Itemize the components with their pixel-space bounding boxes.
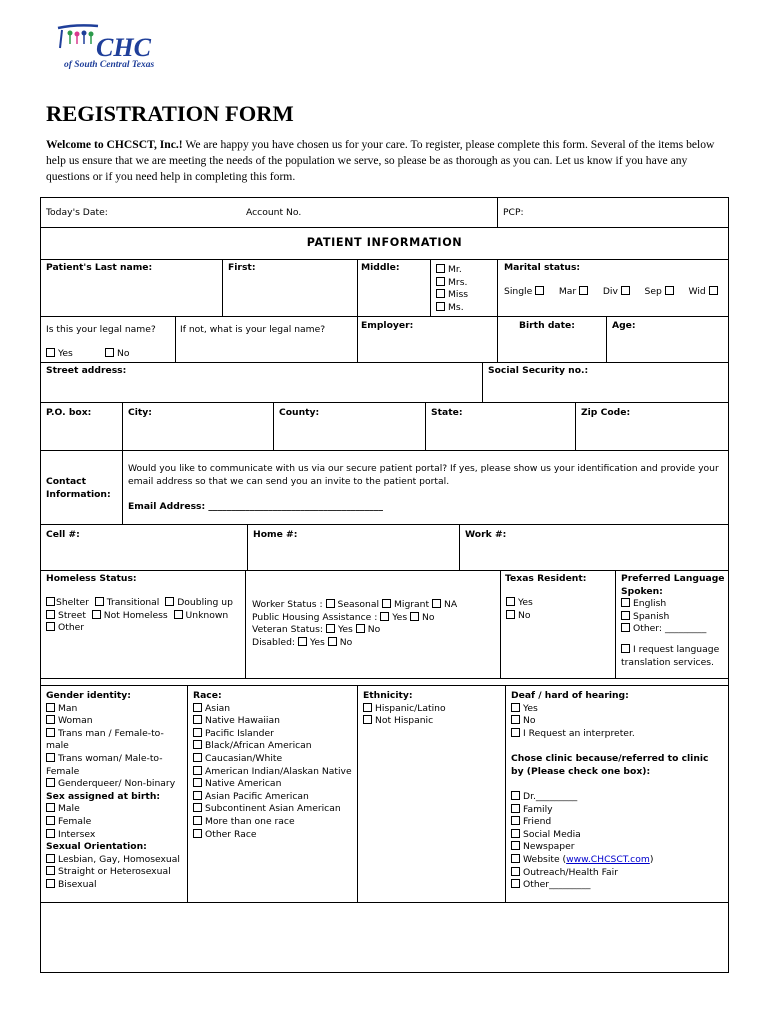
- title-options: [436, 264, 468, 314]
- marital-sep[interactable]: Sep: [645, 286, 674, 297]
- clinic-other[interactable]: Other_________: [511, 879, 653, 892]
- checkbox-icon[interactable]: [193, 803, 202, 812]
- orientation-straight[interactable]: Straight or Heterosexual: [46, 866, 184, 879]
- checkbox-icon[interactable]: [511, 816, 520, 825]
- clinic-choice-label: Chose clinic because/referred to clinic by (Please check one box):: [511, 753, 709, 777]
- county-field[interactable]: County:: [279, 407, 320, 418]
- checkbox-icon[interactable]: [92, 610, 101, 619]
- checkbox-icon[interactable]: [46, 348, 55, 357]
- ethnicity-not-hispanic[interactable]: Not Hispanic: [363, 715, 446, 728]
- homeless-street[interactable]: Street: [46, 610, 86, 621]
- title-ms[interactable]: Ms.: [436, 302, 468, 315]
- race-black[interactable]: Black/African American: [193, 740, 352, 753]
- texas-resident-options: [506, 597, 533, 622]
- legal-name-options: [46, 348, 129, 361]
- checkbox-icon[interactable]: [193, 816, 202, 825]
- checkbox-icon[interactable]: [193, 715, 202, 724]
- checkbox-icon[interactable]: [46, 610, 55, 619]
- texas-resident-label: Texas Resident:: [505, 573, 587, 584]
- marital-single[interactable]: Single: [504, 286, 544, 297]
- preferred-language-label: Preferred Language Spoken:: [621, 573, 725, 597]
- checkbox-icon[interactable]: [511, 728, 520, 737]
- checkbox-icon[interactable]: [356, 624, 365, 633]
- checkbox-icon[interactable]: [621, 598, 630, 607]
- street-address-field[interactable]: Street address:: [46, 365, 127, 376]
- checkbox-icon[interactable]: [511, 854, 520, 863]
- deaf-yes[interactable]: Yes: [511, 703, 635, 716]
- worker-status-block: Worker Status : Seasonal Migrant NA Public Housing Assistance : Yes No Veteran Status: Yes No Disabled: Yes No: [252, 599, 458, 648]
- checkbox-icon[interactable]: [174, 610, 183, 619]
- checkbox-icon[interactable]: [436, 289, 445, 298]
- checkbox-icon[interactable]: [506, 597, 515, 606]
- checkbox-icon[interactable]: [665, 286, 674, 295]
- checkbox-icon[interactable]: [511, 791, 520, 800]
- first-name-field[interactable]: First:: [228, 262, 256, 273]
- marital-status-label: Marital status:: [504, 262, 581, 273]
- checkbox-icon[interactable]: [363, 715, 372, 724]
- race-multiple[interactable]: More than one race: [193, 816, 352, 829]
- sex-male[interactable]: Male: [46, 803, 184, 816]
- work-phone-field[interactable]: Work #:: [465, 529, 507, 540]
- section-title: PATIENT INFORMATION: [306, 236, 463, 249]
- checkbox-icon[interactable]: [46, 728, 55, 737]
- homeless-status-label: Homeless Status:: [46, 573, 137, 584]
- checkbox-icon[interactable]: [46, 866, 55, 875]
- portal-question: Would you like to communicate with us via our secure patient portal? If yes, please show us your identification and provide your email address so that we can send you an invite to the patient portal.: [128, 463, 719, 487]
- po-box-field[interactable]: P.O. box:: [46, 407, 92, 418]
- race-pacific-islander[interactable]: Pacific Islander: [193, 728, 352, 741]
- gender-trans-man[interactable]: Trans man / Female-to-male: [46, 727, 164, 752]
- logo: [56, 22, 186, 74]
- homeless-options: [46, 597, 233, 635]
- checkbox-icon[interactable]: [535, 286, 544, 295]
- checkbox-icon[interactable]: [511, 867, 520, 876]
- checkbox-icon[interactable]: [326, 599, 335, 608]
- homeless-transitional[interactable]: Transitional: [95, 597, 160, 608]
- checkbox-icon[interactable]: [193, 791, 202, 800]
- title-mr[interactable]: Mr.: [436, 264, 468, 277]
- checkbox-icon[interactable]: [46, 715, 55, 724]
- race-native-hawaiian[interactable]: Native Hawaiian: [193, 715, 352, 728]
- checkbox-icon[interactable]: [709, 286, 718, 295]
- checkbox-icon[interactable]: [46, 753, 55, 762]
- language-options: [621, 598, 706, 636]
- title-mrs[interactable]: Mrs.: [436, 277, 468, 290]
- race-native-american[interactable]: Native American: [193, 778, 352, 791]
- orientation-bisexual[interactable]: Bisexual: [46, 879, 184, 892]
- veteran-yes[interactable]: Yes: [326, 624, 353, 635]
- deaf-block: Deaf / hard of hearing: Yes No I Request an interpreter.: [511, 690, 635, 739]
- gender-block: Gender identity: Man Woman Trans man / Female-to-male Trans woman/ Male-to-Female Genderqueer/ Non-binary Sex assigned at birth: Male Female Intersex Sexual Orientation: Lesbian, Gay, Homosexual Straight or Heterosexual Bisexual: [46, 690, 184, 892]
- intro-paragraph: [46, 137, 726, 185]
- clinic-dr[interactable]: Dr._________: [511, 791, 653, 804]
- other-legal-name-field[interactable]: If not, what is your legal name?: [180, 324, 326, 335]
- checkbox-icon[interactable]: [95, 597, 104, 606]
- checkbox-icon[interactable]: [511, 841, 520, 850]
- race-asian[interactable]: Asian: [193, 703, 352, 716]
- homeless-doubling-up[interactable]: Doubling up: [165, 597, 233, 608]
- account-no-field[interactable]: Account No.: [246, 207, 302, 218]
- checkbox-icon[interactable]: [511, 715, 520, 724]
- checkbox-icon[interactable]: [46, 597, 55, 606]
- marital-div[interactable]: Div: [603, 286, 630, 297]
- deaf-interpreter[interactable]: I Request an interpreter.: [511, 728, 635, 741]
- checkbox-icon[interactable]: [193, 766, 202, 775]
- language-other[interactable]: Other: _________: [621, 623, 706, 636]
- todays-date-field[interactable]: Today's Date:: [46, 207, 108, 218]
- intro-body: We are happy you have chosen us for your care. To register, please complete this form. Several of the items below help us ensure that we are meeting the needs of the population we serve, so please be as thorough as you can. Let us know if you have any questions or if you need help in completing this form.: [46, 138, 715, 183]
- deaf-no[interactable]: No: [511, 715, 635, 728]
- logo-brand: CHC: [96, 33, 151, 62]
- sex-intersex[interactable]: Intersex: [46, 829, 184, 842]
- checkbox-icon[interactable]: [621, 644, 630, 653]
- checkbox-icon[interactable]: [511, 829, 520, 838]
- employer-field[interactable]: Employer:: [361, 320, 414, 331]
- birth-date-field[interactable]: Birth date:: [519, 320, 575, 331]
- checkbox-icon[interactable]: [621, 623, 630, 632]
- checkbox-icon[interactable]: [46, 778, 55, 787]
- checkbox-icon[interactable]: [193, 753, 202, 762]
- checkbox-icon[interactable]: [511, 879, 520, 888]
- worker-na[interactable]: NA: [432, 599, 457, 610]
- title-miss[interactable]: Miss: [436, 289, 468, 302]
- public-housing-yes[interactable]: Yes: [380, 612, 407, 623]
- homeless-unknown[interactable]: Unknown: [174, 610, 229, 621]
- translation-request[interactable]: I request language translation services.: [621, 644, 720, 668]
- home-phone-field[interactable]: Home #:: [253, 529, 298, 540]
- clinic-newspaper[interactable]: Newspaper: [511, 841, 653, 854]
- checkbox-icon[interactable]: [193, 728, 202, 737]
- age-field[interactable]: Age:: [612, 320, 636, 331]
- orientation-lgb[interactable]: Lesbian, Gay, Homosexual: [46, 854, 184, 867]
- gender-woman[interactable]: Woman: [46, 715, 184, 728]
- homeless-shelter[interactable]: Shelter: [46, 597, 89, 608]
- checkbox-icon[interactable]: [46, 854, 55, 863]
- checkbox-icon[interactable]: [621, 286, 630, 295]
- clinic-website[interactable]: Website (www.CHCSCT.com): [511, 854, 653, 867]
- disabled-no[interactable]: No: [328, 637, 353, 648]
- checkbox-icon[interactable]: [46, 829, 55, 838]
- legal-no[interactable]: No: [105, 348, 130, 359]
- race-asian-pacific[interactable]: Asian Pacific American: [193, 791, 352, 804]
- clinic-outreach[interactable]: Outreach/Health Fair: [511, 867, 653, 880]
- marital-options: [504, 286, 718, 299]
- logo-subtitle: of South Central Texas: [64, 60, 155, 70]
- texas-yes[interactable]: Yes: [506, 597, 533, 610]
- checkbox-icon[interactable]: [436, 277, 445, 286]
- race-other[interactable]: Other Race: [193, 829, 352, 842]
- clinic-friend[interactable]: Friend: [511, 816, 653, 829]
- clinic-family[interactable]: Family: [511, 804, 653, 817]
- checkbox-icon[interactable]: [410, 612, 419, 621]
- contact-info-label: Contact Information:: [46, 476, 111, 500]
- race-subcontinent[interactable]: Subcontinent Asian American: [193, 803, 352, 816]
- email-address-field[interactable]: Email Address: ______________________________________: [128, 501, 383, 512]
- homeless-other[interactable]: Other: [46, 622, 84, 633]
- checkbox-icon[interactable]: [380, 612, 389, 621]
- homeless-not-homeless[interactable]: Not Homeless: [92, 610, 168, 621]
- checkbox-icon[interactable]: [436, 302, 445, 311]
- checkbox-icon[interactable]: [511, 804, 520, 813]
- cell-phone-field[interactable]: Cell #:: [46, 529, 80, 540]
- zip-code-field[interactable]: Zip Code:: [581, 407, 631, 418]
- race-white[interactable]: Caucasian/White: [193, 753, 352, 766]
- language-english[interactable]: English: [621, 598, 706, 611]
- checkbox-icon[interactable]: [193, 829, 202, 838]
- checkbox-icon[interactable]: [579, 286, 588, 295]
- checkbox-icon[interactable]: [621, 611, 630, 620]
- worker-migrant[interactable]: Migrant: [382, 599, 429, 610]
- last-name-field[interactable]: Patient's Last name:: [46, 262, 153, 273]
- checkbox-icon[interactable]: [511, 703, 520, 712]
- ethnicity-block: Ethnicity: Hispanic/Latino Not Hispanic: [363, 690, 446, 727]
- checkbox-icon[interactable]: [326, 624, 335, 633]
- checkbox-icon[interactable]: [46, 622, 55, 631]
- sex-female[interactable]: Female: [46, 816, 184, 829]
- middle-name-field[interactable]: Middle:: [361, 262, 400, 273]
- page-title: REGISTRATION FORM: [46, 101, 294, 126]
- ssn-field[interactable]: Social Security no.:: [488, 365, 589, 376]
- checkbox-icon[interactable]: [165, 597, 174, 606]
- public-housing-no[interactable]: No: [410, 612, 435, 623]
- clinic-options: [511, 791, 653, 892]
- website-link[interactable]: www.CHCSCT.com: [566, 853, 650, 865]
- checkbox-icon[interactable]: [46, 879, 55, 888]
- gender-trans-woman[interactable]: Trans woman/ Male-to-Female: [46, 752, 163, 777]
- gender-man[interactable]: Man: [46, 703, 184, 716]
- marital-wid[interactable]: Wid: [688, 286, 717, 297]
- checkbox-icon[interactable]: [193, 778, 202, 787]
- checkbox-icon[interactable]: [298, 637, 307, 646]
- marital-mar[interactable]: Mar: [559, 286, 588, 297]
- disabled-yes[interactable]: Yes: [298, 637, 325, 648]
- checkbox-icon[interactable]: [46, 803, 55, 812]
- worker-seasonal[interactable]: Seasonal: [326, 599, 380, 610]
- race-block: Race: Asian Native Hawaiian Pacific Islander Black/African American Caucasian/White American Indian/Alaskan Native Native American Asian Pacific American Subcontinent Asian American More than one race Other Race: [193, 690, 352, 840]
- checkbox-icon[interactable]: [193, 703, 202, 712]
- pcp-field[interactable]: PCP:: [503, 207, 524, 218]
- state-field[interactable]: State:: [431, 407, 463, 418]
- checkbox-icon[interactable]: [432, 599, 441, 608]
- intro-lead: Welcome to CHCSCT, Inc.!: [46, 138, 183, 151]
- legal-name-question: Is this your legal name?: [46, 324, 156, 335]
- language-spanish[interactable]: Spanish: [621, 611, 706, 624]
- checkbox-icon[interactable]: [105, 348, 114, 357]
- texas-no[interactable]: No: [506, 610, 533, 623]
- checkbox-icon[interactable]: [436, 264, 445, 273]
- city-field[interactable]: City:: [128, 407, 152, 418]
- veteran-no[interactable]: No: [356, 624, 381, 635]
- checkbox-icon[interactable]: [46, 703, 55, 712]
- clinic-social-media[interactable]: Social Media: [511, 829, 653, 842]
- checkbox-icon[interactable]: [193, 740, 202, 749]
- checkbox-icon[interactable]: [382, 599, 391, 608]
- gender-nonbinary[interactable]: Genderqueer/ Non-binary: [46, 778, 184, 791]
- checkbox-icon[interactable]: [46, 816, 55, 825]
- ethnicity-hispanic[interactable]: Hispanic/Latino: [363, 703, 446, 716]
- checkbox-icon[interactable]: [328, 637, 337, 646]
- legal-yes[interactable]: Yes: [46, 348, 73, 359]
- race-american-indian[interactable]: American Indian/Alaskan Native: [193, 766, 352, 779]
- checkbox-icon[interactable]: [363, 703, 372, 712]
- checkbox-icon[interactable]: [506, 610, 515, 619]
